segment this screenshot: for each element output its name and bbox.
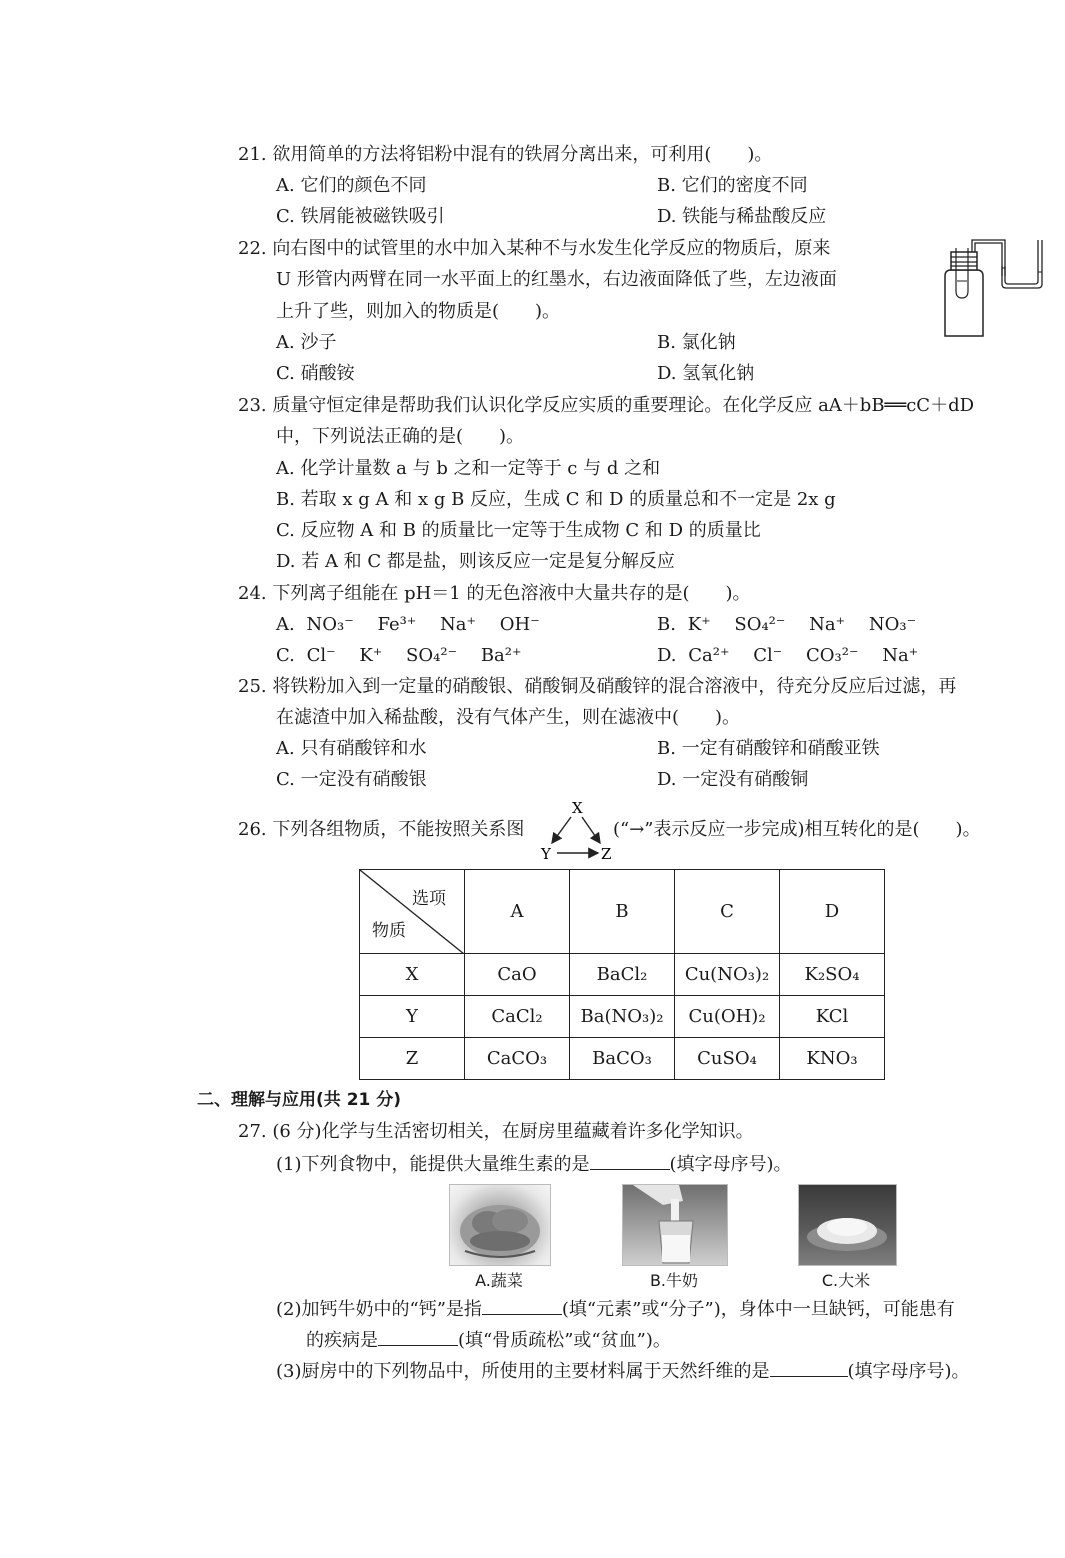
q24-option-a [276,613,540,637]
q23-option-b: B. 若取 x g A 和 x g B 反应，生成 C 和 D 的质量总和不一定是 2x g [276,489,836,510]
table-cell: KNO₃ [780,1038,885,1080]
q24-stem: 24. 下列离子组能在 pH＝1 的无色溶液中大量共存的是( )。 [238,583,751,604]
q21-option-c: C. 铁屑能被磁铁吸引 [276,206,445,227]
ion: Na⁺ [809,614,846,635]
ion: Cl⁻ [306,645,336,666]
table-col-header: D [780,870,885,954]
q26-options-table [359,869,885,1080]
u-tube-apparatus-figure [935,236,1047,340]
q27-part3-text-end: (填字母序号)。 [847,1361,970,1382]
q22-line3: 上升了些，则加入的物质是( )。 [276,301,561,322]
q22-option-c: C. 硝酸铵 [276,363,355,384]
q24-c-label: C. [276,645,295,666]
q27-part2b-text: 的疾病是 [306,1330,378,1351]
tri-label-x: X [572,799,583,817]
table-col-header: B [570,870,675,954]
table-cell: BaCl₂ [570,954,675,996]
q22-option-b: B. 氯化钠 [657,332,736,353]
ion: CO₃²⁻ [805,645,859,666]
q26-stem-pre: 26. 下列各组物质，不能按照关系图 [238,819,525,840]
xyz-relation-triangle [538,797,612,865]
q27-part1-text: (1)下列食物中，能提供大量维生素的是 [276,1154,590,1175]
table-cell: K₂SO₄ [780,954,885,996]
answer-blank[interactable] [590,1151,670,1170]
q27-part2b-text-end: (填“骨质疏松”或“贫血”)。 [458,1330,671,1351]
table-cell: CuSO₄ [675,1038,780,1080]
table-row-label: Z [360,1038,465,1080]
corner-label-options: 选项 [412,889,446,909]
ion: NO₃⁻ [306,614,354,635]
q24-d-label: D. [657,645,677,666]
ion: Fe³⁺ [377,614,417,635]
caption-milk: B.牛奶 [649,1271,699,1290]
q25-line2: 在滤渣中加入稀盐酸，没有气体产生，则在滤液中( )。 [276,707,741,728]
q23-line2: 中，下列说法正确的是( )。 [276,426,525,447]
corner-label-substance: 物质 [372,921,406,941]
answer-blank[interactable] [770,1358,848,1377]
ion: NO₃⁻ [868,614,917,635]
answer-blank[interactable] [378,1327,458,1346]
rice-image [798,1184,897,1266]
table-col-header: A [465,870,570,954]
table-row-label: Y [360,996,465,1038]
q21-option-b: B. 它们的密度不同 [657,175,808,196]
q21-option-d: D. 铁能与稀盐酸反应 [657,206,827,227]
ion: SO₄²⁻ [734,614,786,635]
ion: K⁺ [687,614,711,635]
q23-option-d: D. 若 A 和 C 都是盐，则该反应一定是复分解反应 [276,551,675,572]
q22-line1: 22. 向右图中的试管里的水中加入某种不与水发生化学反应的物质后，原来 [238,238,831,259]
table-cell: CaCl₂ [465,996,570,1038]
q24-b-label: B. [657,614,676,635]
table-cell: BaCO₃ [570,1038,675,1080]
table-row-label: X [360,954,465,996]
q26-stem-post: (“→”表示反应一步完成)相互转化的是( )。 [613,819,981,840]
q27-part2-text: (2)加钙牛奶中的“钙”是指 [276,1299,482,1320]
q25-option-c: C. 一定没有硝酸银 [276,769,427,790]
caption-rice: C.大米 [821,1271,871,1290]
table-row [360,1038,885,1080]
table-row [360,996,885,1038]
table-row [360,954,885,996]
q27-part1 [276,1151,792,1177]
table-cell: KCl [780,996,885,1038]
q25-option-d: D. 一定没有硝酸铜 [657,769,809,790]
q27-part3 [276,1358,970,1384]
milk-image [622,1184,728,1266]
table-cell: Ba(NO₃)₂ [570,996,675,1038]
table-col-header: C [675,870,780,954]
table-cell: Cu(OH)₂ [675,996,780,1038]
ion: Ca²⁺ [688,645,730,666]
ion: OH⁻ [499,614,540,635]
q22-line2: U 形管内两臂在同一水平面上的红墨水，右边液面降低了些，左边液面 [276,269,837,290]
ion: K⁺ [359,645,383,666]
ion: Ba²⁺ [480,645,522,666]
q24-option-c [276,644,522,668]
q27-part2 [276,1296,955,1322]
answer-blank[interactable] [482,1296,562,1315]
ion: SO₄²⁻ [406,645,458,666]
q27-part2b [306,1327,671,1353]
q21-stem: 21. 欲用简单的方法将铝粉中混有的铁屑分离出来，可利用( )。 [238,144,773,165]
q27-part1-text-end: (填字母序号)。 [669,1154,792,1175]
q25-option-b: B. 一定有硝酸锌和硝酸亚铁 [657,738,880,759]
caption-vegetable: A.蔬菜 [475,1271,523,1290]
q24-option-b [657,613,916,637]
vegetable-image [449,1184,551,1266]
q23-option-c: C. 反应物 A 和 B 的质量比一定等于生成物 C 和 D 的质量比 [276,520,761,541]
q25-option-a: A. 只有硝酸锌和水 [276,738,427,759]
tri-label-z: Z [601,845,612,863]
q27-stem: 27. (6 分)化学与生活密切相关，在厨房里蕴藏着许多化学知识。 [238,1121,754,1142]
ion: Na⁺ [882,645,919,666]
q22-option-a: A. 沙子 [276,332,337,353]
q25-line1: 25. 将铁粉加入到一定量的硝酸银、硝酸铜及硝酸锌的混合溶液中，待充分反应后过滤，再 [238,676,957,697]
q21-option-a: A. 它们的颜色不同 [276,175,427,196]
table-cell: Cu(NO₃)₂ [675,954,780,996]
table-corner-cell [360,870,465,954]
q27-part3-text: (3)厨房中的下列物品中，所使用的主要材料属于天然纤维的是 [276,1361,770,1382]
q24-a-label: A. [276,614,295,635]
ion: Cl⁻ [753,645,783,666]
section-title: 二、理解与应用(共 21 分) [197,1090,402,1110]
q23-option-a: A. 化学计量数 a 与 b 之和一定等于 c 与 d 之和 [276,458,661,479]
ion: Na⁺ [440,614,477,635]
tri-label-y: Y [541,845,551,863]
q27-part2-text-mid: (填“元素”或“分子”)，身体中一旦缺钙，可能患有 [561,1299,955,1320]
q22-option-d: D. 氢氧化钠 [657,363,755,384]
q23-line1: 23. 质量守恒定律是帮助我们认识化学反应实质的重要理论。在化学反应 aA＋bB══cC＋dD [238,395,975,416]
q24-option-d [657,644,918,668]
table-cell: CaCO₃ [465,1038,570,1080]
table-cell: CaO [465,954,570,996]
